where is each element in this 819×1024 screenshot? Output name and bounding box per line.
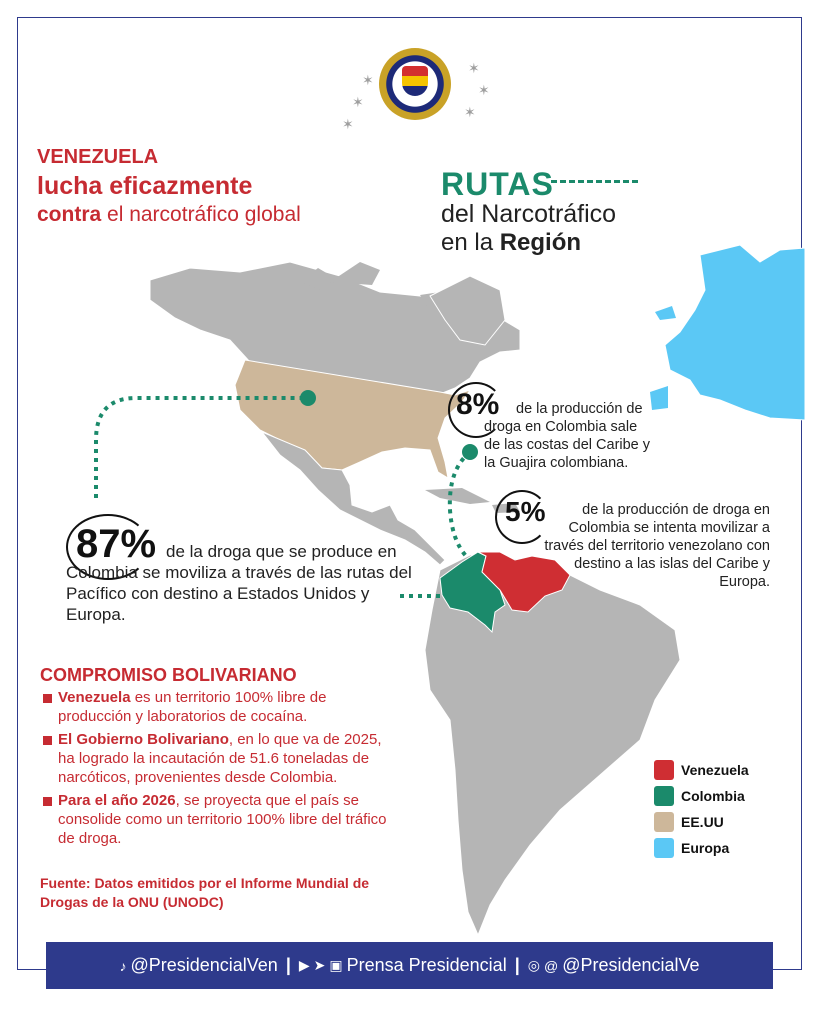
stat87-value: 87% (76, 522, 157, 566)
facebook-icon[interactable]: ▣ (329, 957, 343, 973)
legend-swatch (654, 760, 674, 780)
legend-swatch (654, 786, 674, 806)
social-footer (46, 942, 773, 989)
legend-item-colombia: Colombia (654, 783, 749, 809)
source-note: Fuente: Datos emitidos por el Informe Mundial de Drogas de la ONU (UNODC) (40, 875, 370, 910)
tiktok-icon[interactable]: ♪ (119, 957, 127, 974)
list-item: Para el año 2026, se proyecta que el país se consolide como un territorio 100% libre del tráfico de droga. (40, 791, 400, 848)
legend-item-europa: Europa (654, 835, 749, 861)
list-item: Venezuela es un territorio 100% libre de producción y laboratorios de cocaína. (40, 688, 400, 726)
stat87-text: de la droga que se produce en Colombia se moviliza a través de las rutas del Pacífico con destino a Estados Unidos y Europa. (66, 542, 412, 624)
divider: | (514, 955, 520, 975)
threads-icon[interactable]: @ (543, 957, 559, 974)
legend-swatch (654, 812, 674, 832)
instagram-icon[interactable]: ◎ (527, 957, 540, 973)
title-line3: en la Región (441, 229, 582, 256)
youtube-channel[interactable]: Prensa Presidencial (346, 955, 507, 975)
bullet-icon (43, 797, 52, 806)
stat5-text: de la producción de droga en Colombia se intenta movilizar a través del territorio venezolano con destino a las islas del Caribe y Europa. (544, 502, 770, 590)
title-dash (551, 180, 638, 183)
star-icon: ✶ (352, 94, 364, 110)
seal-shield-icon (402, 66, 428, 96)
youtube-icon[interactable]: ▶ (298, 957, 310, 973)
divider: | (285, 955, 291, 975)
stat8-value: 8% (456, 388, 500, 421)
route-dot-caribbean (462, 444, 478, 460)
title-line2: del Narcotráfico (441, 200, 617, 228)
star-icon: ✶ (464, 104, 476, 120)
telegram-icon[interactable]: ➤ (313, 957, 326, 973)
header-line2: lucha eficazmente (37, 172, 253, 200)
tiktok-handle[interactable]: @PresidencialVen (130, 955, 278, 975)
title-rutas: RUTAS (441, 166, 554, 202)
legend-item-eeuu: EE.UU (654, 809, 749, 835)
star-icon: ✶ (362, 72, 374, 88)
route-dot-usa (300, 390, 316, 406)
map-legend (654, 757, 749, 861)
compromiso-title: COMPROMISO BOLIVARIANO (40, 665, 297, 685)
legend-swatch (654, 838, 674, 858)
header-line1: VENEZUELA (37, 146, 159, 168)
legend-item-venezuela: Venezuela (654, 757, 749, 783)
bullet-icon (43, 736, 52, 745)
presidential-seal (379, 48, 451, 120)
cuba-shape (425, 488, 490, 504)
route-caribbean (450, 452, 470, 556)
instagram-handle[interactable]: @PresidencialVe (562, 955, 700, 975)
star-icon: ✶ (468, 60, 480, 76)
stat5-value: 5% (505, 496, 546, 527)
stat8-text: de la producción de droga en Colombia sale de las costas del Caribe y la Guajira colombiana. (484, 401, 651, 471)
south-america-shape (425, 555, 680, 935)
bullet-icon (43, 694, 52, 703)
list-item: El Gobierno Bolivariano, en lo que va de 2025, ha logrado la incautación de 51.6 toneladas de narcóticos, provenientes desde Colombia. (40, 730, 400, 787)
star-icon: ✶ (478, 82, 490, 98)
europe-shape (665, 245, 805, 420)
header-line3: contra el narcotráfico global (37, 203, 301, 226)
star-icon: ✶ (342, 116, 354, 132)
compromiso-list (40, 688, 400, 852)
